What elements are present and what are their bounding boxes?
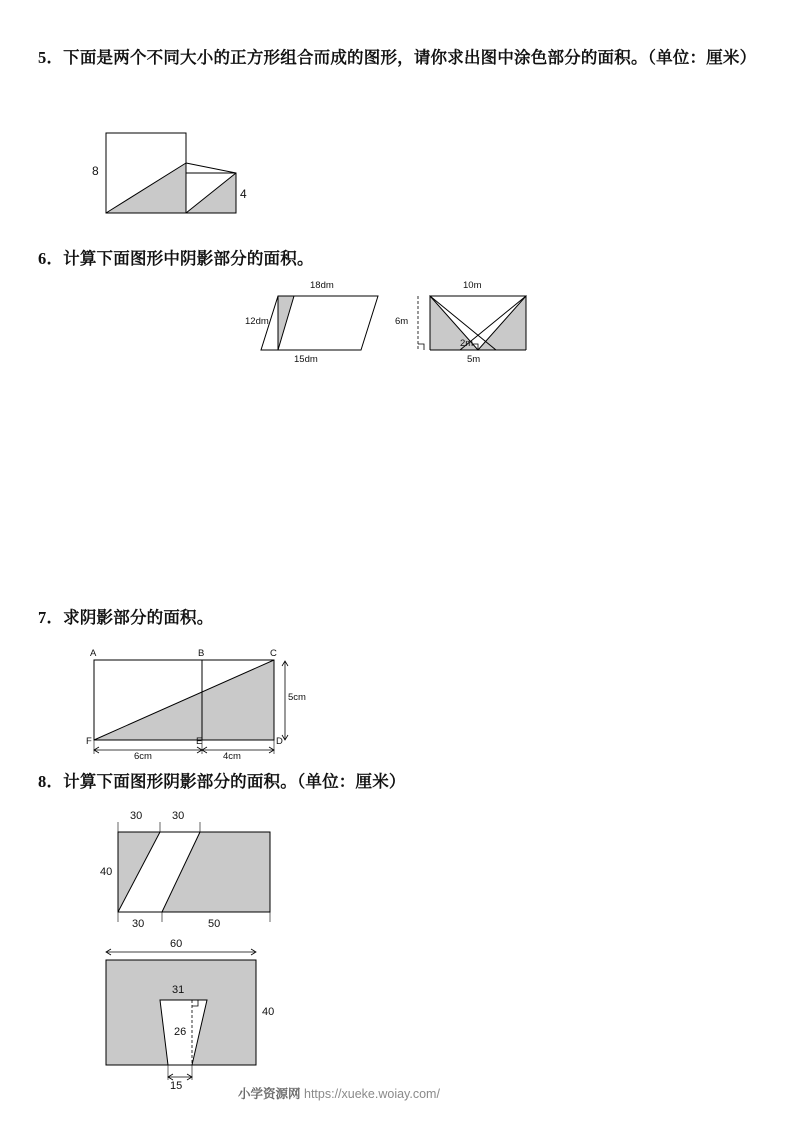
q6-par-bottom: 15dm	[294, 354, 318, 365]
question-8-figure-trapezoid	[100, 812, 300, 932]
q7-label-right: 5cm	[288, 692, 306, 703]
q6-par-left: 12dm	[245, 316, 269, 327]
question-7-text	[38, 604, 758, 631]
q8-trap-bottom-right: 50	[208, 918, 221, 930]
question-7-body: 求阴影部分的面积。	[63, 608, 214, 627]
q7-label-C: C	[270, 648, 277, 659]
q7-label-B: B	[198, 648, 205, 659]
q8-rect-inner-top: 31	[172, 984, 185, 996]
q7-label-F: F	[86, 736, 92, 747]
watermark	[238, 1084, 440, 1102]
q7-label-A: A	[90, 648, 97, 659]
question-5-body: 下面是两个不同大小的正方形组合而成的图形，请你求出图中涂色部分的面积。（单位：厘米）	[63, 48, 757, 67]
watermark-url: https://xueke.woiay.com/	[304, 1087, 440, 1101]
q8-trap-top-left: 30	[130, 810, 143, 822]
question-8-body: 计算下面图形阴影部分的面积。（单位：厘米）	[63, 772, 406, 791]
q6-tri-top: 10m	[463, 280, 482, 291]
q6-tri-left: 6m	[395, 316, 409, 327]
question-6-body: 计算下面图形中阴影部分的面积。	[63, 249, 314, 268]
q8-rect-bottom: 15	[170, 1080, 183, 1092]
q8-trap-bottom-left: 30	[132, 918, 145, 930]
q7-label-E: E	[196, 736, 203, 747]
question-6-figure-triangles	[395, 280, 548, 378]
q8-trap-left: 40	[100, 866, 113, 878]
q6-tri-bottom: 5m	[467, 354, 481, 365]
question-7-number: 7．	[38, 608, 64, 627]
q6-tri-inner: 2m	[460, 338, 474, 349]
question-8-text	[38, 768, 758, 795]
q6-par-top: 18dm	[310, 280, 334, 291]
q8-trap-top-right: 30	[172, 810, 185, 822]
question-6-number: 6．	[38, 249, 64, 268]
question-5-number: 5．	[38, 48, 64, 67]
question-5-text	[38, 44, 758, 71]
question-7-figure	[82, 648, 306, 762]
q7-label-D: D	[276, 736, 283, 747]
question-8-number: 8．	[38, 772, 64, 791]
question-8-figure-rectangle	[100, 938, 300, 1102]
q5-label-right: 4	[240, 187, 247, 201]
question-5-figure	[92, 128, 260, 223]
q5-label-left: 8	[92, 164, 99, 178]
question-6-text	[38, 245, 758, 272]
q7-label-bottom-right: 4cm	[223, 751, 241, 762]
question-6-figure-parallelogram	[245, 280, 398, 378]
q8-rect-inner-height: 26	[174, 1026, 187, 1038]
q8-rect-top: 60	[170, 938, 183, 950]
watermark-logo: 小学资源网	[238, 1087, 301, 1101]
q7-label-bottom-left: 6cm	[134, 751, 152, 762]
q8-rect-right: 40	[262, 1006, 275, 1018]
